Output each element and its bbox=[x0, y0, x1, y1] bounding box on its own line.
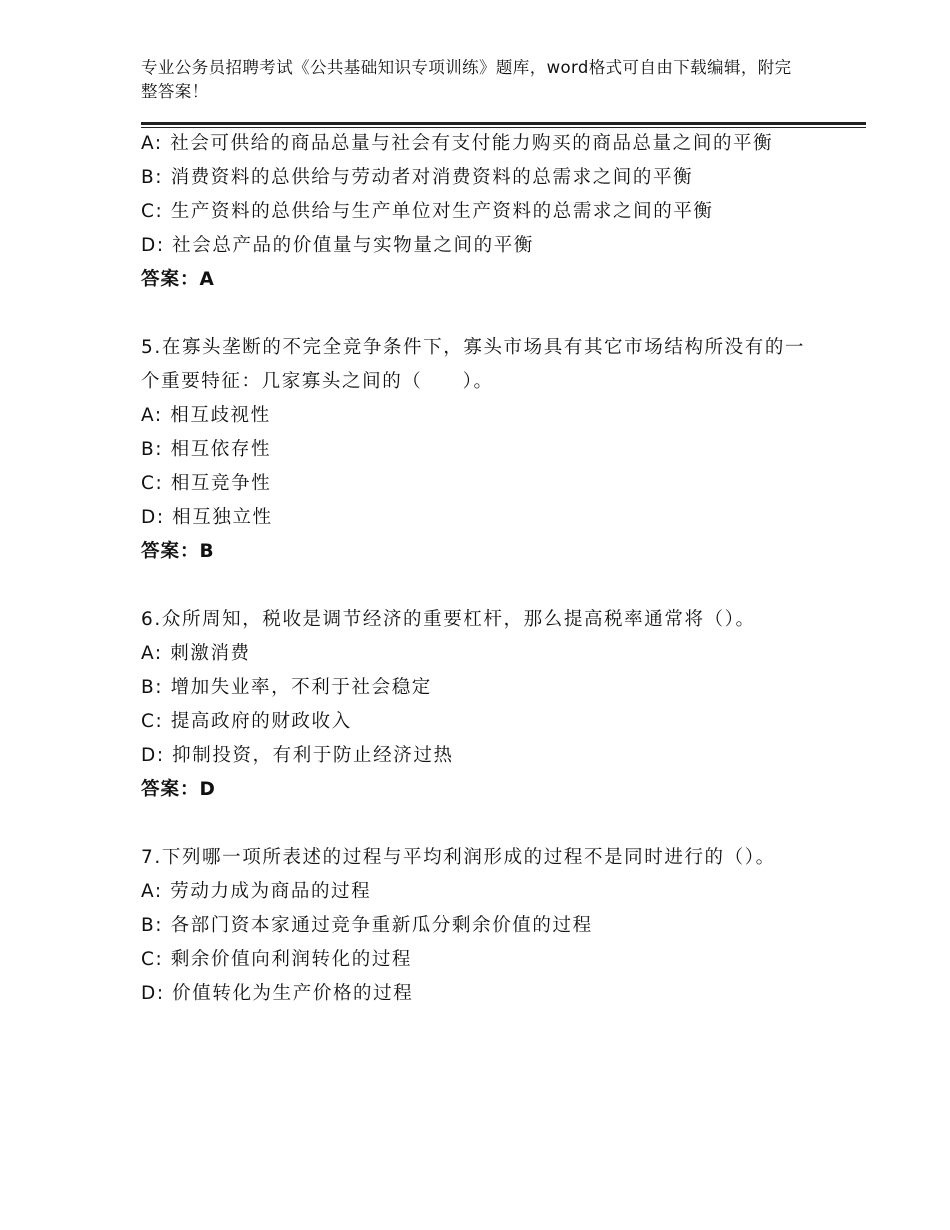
answer-label: 答案：A bbox=[141, 269, 215, 290]
option-d: D: 价值转化为生产价格的过程 bbox=[141, 983, 414, 1004]
document-header: 专业公务员招聘考试《公共基础知识专项训练》题库，word格式可自由下载编辑，附完整答案！ bbox=[141, 58, 792, 101]
option-c: C: 生产资料的总供给与生产单位对生产资料的总需求之间的平衡 bbox=[141, 201, 714, 222]
option-d: D: 相互独立性 bbox=[141, 507, 273, 528]
option-b: B: 消费资料的总供给与劳动者对消费资料的总需求之间的平衡 bbox=[141, 167, 694, 188]
option-a: A: 刺激消费 bbox=[141, 643, 251, 664]
option-a: A: 相互歧视性 bbox=[141, 405, 271, 426]
option-c: C: 剩余价值向利润转化的过程 bbox=[141, 949, 413, 970]
option-c: C: 相互竞争性 bbox=[141, 473, 272, 494]
option-b: B: 相互依存性 bbox=[141, 439, 272, 460]
option-d: D: 抑制投资，有利于防止经济过热 bbox=[141, 745, 454, 766]
question-7 bbox=[141, 841, 821, 1011]
option-c: C: 提高政府的财政收入 bbox=[141, 711, 352, 732]
option-a: A: 社会可供给的商品总量与社会有支付能力购买的商品总量之间的平衡 bbox=[141, 133, 774, 154]
question-5 bbox=[141, 331, 821, 569]
option-a: A: 劳动力成为商品的过程 bbox=[141, 881, 372, 902]
question-4 bbox=[141, 127, 821, 297]
answer-label: 答案：B bbox=[141, 541, 215, 562]
question-stem: 7.下列哪一项所表述的过程与平均利润形成的过程不是同时进行的（）。 bbox=[141, 847, 776, 868]
option-b: B: 增加失业率，不利于社会稳定 bbox=[141, 677, 432, 698]
option-b: B: 各部门资本家通过竞争重新瓜分剩余价值的过程 bbox=[141, 915, 593, 936]
question-stem: 6.众所周知，税收是调节经济的重要杠杆，那么提高税率通常将（）。 bbox=[141, 609, 756, 630]
option-d: D: 社会总产品的价值量与实物量之间的平衡 bbox=[141, 235, 534, 256]
header-rule-thick bbox=[141, 122, 866, 125]
question-content bbox=[141, 127, 821, 1011]
question-6 bbox=[141, 603, 821, 807]
question-stem: 5.在寡头垄断的不完全竞争条件下，寡头市场具有其它市场结构所没有的一个重要特征：几家寡头之间的（ ）。 bbox=[141, 337, 806, 392]
answer-label: 答案：D bbox=[141, 779, 216, 800]
